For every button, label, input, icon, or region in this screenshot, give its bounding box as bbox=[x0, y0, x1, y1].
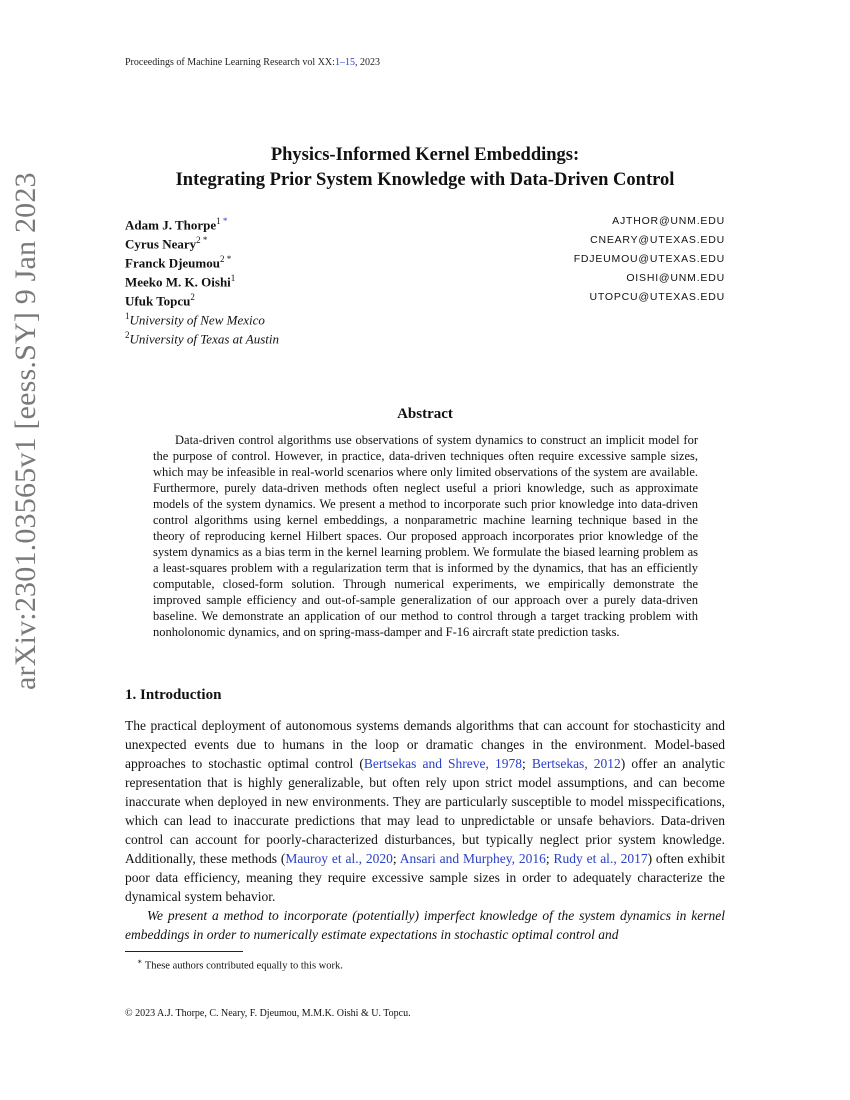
introduction-paragraph-1: The practical deployment of autonomous systems demands algorithms that can account for stochasticity and unexpected events due to humans in the loop or dramatic changes in the environment. Model-based approaches to stochastic optimal control (Bertsekas and Shreve, 1978; Bertsekas, 2012) offer an analytic representation that is highly generalizable, but often rely upon strict model assumptions, and can become inaccurate when deployed in new environments. They are particularly susceptible to model misspecifications, which can lead to inaccurate predictions that may lead to unpredictable or unsafe behaviors. Data-driven control can account for poorly-characterized disturbances, but typically neglect prior system knowledge. Additionally, these methods (Mauroy et al., 2020; Ansari and Murphey, 2016; Rudy et al., 2017) often exhibit poor data efficiency, meaning they require excessive sample sizes in order to adequately characterize the dynamical system behavior. bbox=[125, 718, 726, 904]
citation-link[interactable]: Ansari and Murphey, 2016 bbox=[399, 851, 546, 866]
affiliation-mark: 1 bbox=[216, 216, 221, 226]
equal-contribution-mark: * bbox=[224, 254, 232, 264]
citation-link[interactable]: Bertsekas, 2012 bbox=[531, 756, 621, 771]
author-email: UTOPCU@UTEXAS.EDU bbox=[589, 291, 725, 303]
citation-link[interactable]: Mauroy et al., 2020 bbox=[285, 851, 393, 866]
running-head bbox=[125, 57, 380, 68]
author-row bbox=[125, 231, 725, 250]
author-name: Adam J. Thorpe$^1$ * bbox=[125, 216, 228, 233]
introduction-heading: 1. Introduction bbox=[125, 687, 222, 703]
abstract-heading: Abstract bbox=[397, 406, 453, 422]
author-email: CNEARY@UTEXAS.EDU bbox=[590, 234, 725, 246]
author-row bbox=[125, 269, 725, 288]
author-name: Ufuk Topcu$^2$ bbox=[125, 292, 195, 309]
author-email: AJTHOR@UNM.EDU bbox=[612, 215, 725, 227]
affiliation: $^1$University of New Mexico bbox=[125, 311, 265, 328]
footnote-mark: ∗ bbox=[137, 957, 143, 966]
footnote bbox=[137, 957, 343, 972]
author-row bbox=[125, 288, 725, 307]
affiliation-mark: 2 bbox=[219, 254, 225, 264]
running-head-prefix: Proceedings of Machine Learning Research vol XX: bbox=[125, 57, 335, 68]
author-name: Franck Djeumou$^2$ * bbox=[125, 254, 232, 271]
title-line-2: Integrating Prior System Knowledge with Data-Driven Control bbox=[175, 170, 675, 190]
footnote-divider bbox=[125, 951, 243, 952]
page-range-link[interactable]: 1–15 bbox=[334, 57, 355, 68]
affiliation-mark: 2 bbox=[190, 292, 195, 302]
author-email: OISHI@UNM.EDU bbox=[626, 272, 725, 284]
author-name: Meeko M. K. Oishi$^1$ bbox=[125, 273, 236, 290]
affiliation-mark: 1 bbox=[230, 273, 236, 283]
author-email: FDJEUMOU@UTEXAS.EDU bbox=[573, 253, 725, 265]
footnote-text: These authors contributed equally to this work. bbox=[142, 960, 343, 972]
paper-title bbox=[100, 143, 750, 193]
equal-contribution-mark: * bbox=[200, 235, 208, 245]
equal-contribution-mark[interactable]: * bbox=[220, 216, 228, 226]
author-row bbox=[125, 212, 725, 231]
running-head-suffix: , 2023 bbox=[354, 57, 380, 68]
author-name: Cyrus Neary$^2$ * bbox=[125, 235, 208, 252]
affiliation-mark: 2 bbox=[196, 235, 201, 245]
introduction-paragraph-2: We present a method to incorporate (potentially) imperfect knowledge of the system dynamics in kernel embeddings in order to numerically estimate expectations in stochastic optimal control and bbox=[125, 908, 725, 942]
citation-link[interactable]: Rudy et al., 2017 bbox=[553, 851, 648, 866]
arxiv-identifier-stamp: arXiv:2301.03565v1 [eess.SY] 9 Jan 2023 bbox=[9, 172, 42, 690]
abstract-text: Data-driven control algorithms use observations of system dynamics to construct an implicit model for the purpose of control. However, in practice, data-driven techniques often require excessive sample sizes, which may be infeasible in real-world scenarios where only limited observations of the system are available. Furthermore, purely data-driven methods often neglect useful a priori knowledge, such as approximate models of the system dynamics. We present a method to incorporate such prior knowledge into data-driven control algorithms using kernel embeddings, a nonparametric machine learning technique based in the theory of reproducing kernel Hilbert spaces. Our proposed approach incorporates prior knowledge of the system dynamics as a bias term in the kernel learning problem. We formulate the biased learning problem as a least-squares problem with a regularization term that is informed by the dynamics, that has an efficiently computable, closed-form solution. Through numerical experiments, we empirically demonstrate the improved sample efficiency and out-of-sample generalization of our approach over a purely data-driven baseline. We demonstrate an application of our method to control through a target tracking problem with nonholonomic dynamics, and on spring-mass-damper and F-16 aircraft state prediction tasks. bbox=[153, 433, 698, 639]
citation-link[interactable]: Bertsekas and Shreve, 1978 bbox=[363, 756, 522, 771]
author-row bbox=[125, 250, 725, 269]
title-line-1: Physics-Informed Kernel Embeddings: bbox=[270, 145, 580, 165]
affiliation: $^2$University of Texas at Austin bbox=[125, 330, 279, 347]
copyright-notice: © 2023 A.J. Thorpe, C. Neary, F. Djeumou, M.M.K. Oishi & U. Topcu. bbox=[125, 1008, 411, 1019]
